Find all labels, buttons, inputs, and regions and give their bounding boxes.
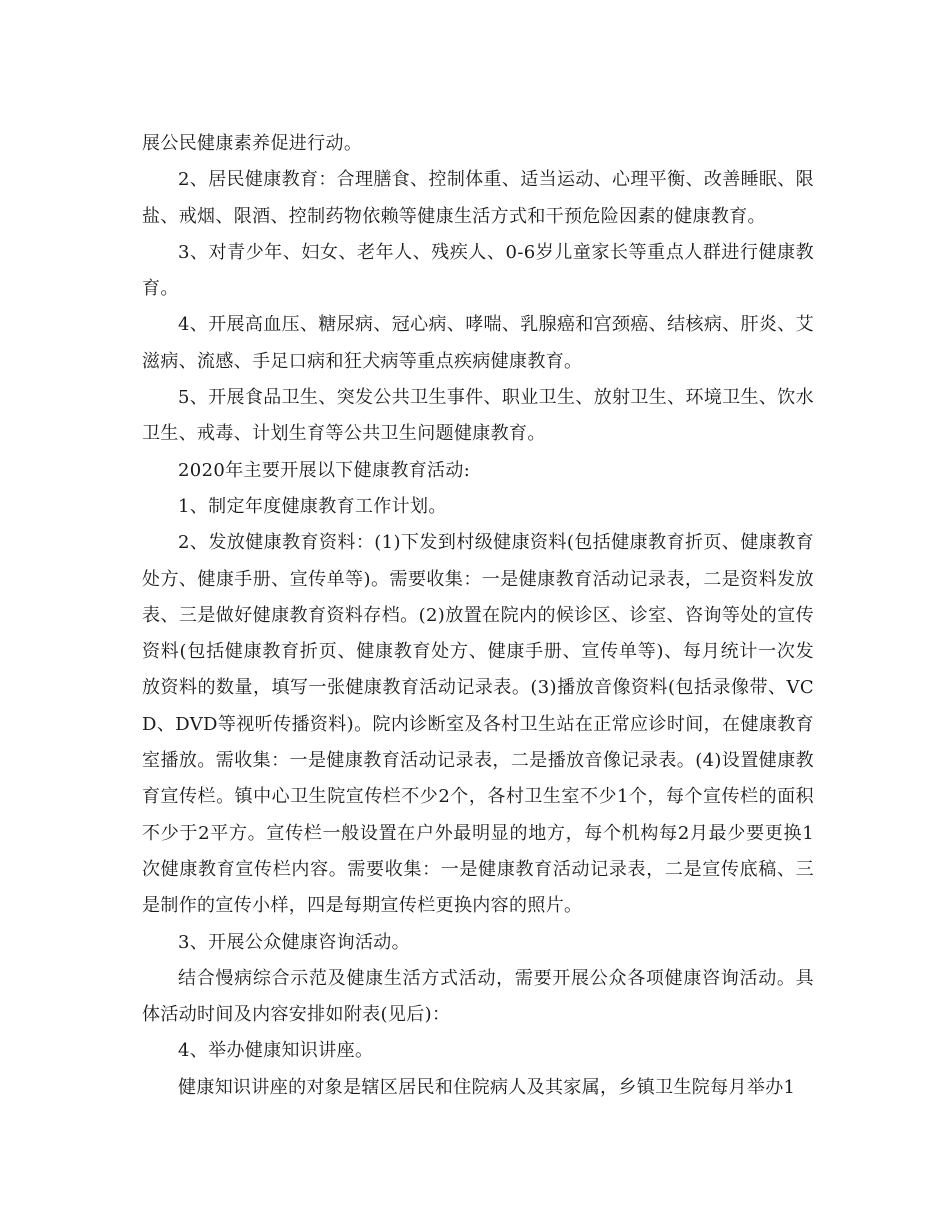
paragraph-consultation: 3、开展公众健康咨询活动。 bbox=[178, 931, 411, 953]
paragraph-resident-education: 2、居民健康教育：合理膳食、控制体重、适当运动、心理平衡、改善睡眠、限盐、戒烟、限酒、控制药物依赖等健康生活方式和干预危险因素的健康教育。 bbox=[142, 169, 814, 227]
paragraph-2020-activities: 2020年主要开展以下健康教育活动: bbox=[178, 459, 471, 481]
paragraph-distribute-materials: 2、发放健康教育资料：(1)下发到村级健康资料(包括健康教育折页、健康教育处方、健康手册、宣传单等)。需要收集：一是健康教育活动记录表，二是资料发放表、三是做好健康教育资料存档。(2)放置在院内的候诊区、诊室、咨询等处的宣传资料(包括健康教育折页、健康教育处方、健康手册、宣传单等)、每月统计一次发放资料的数量，填写一张健康教育活动记录表。(3)播放音像资料(包括录像带、VCD、DVD等视听传播资料)。院内诊断室及各村卫生站在正常应诊时间，在健康教育室播放。需收集：一是健康教育活动记录表，二是播放音像记录表。(4)设置健康教育宣传栏。镇中心卫生院宣传栏不少2个，各村卫生室不少1个，每个宣传栏的面积不少于2平方。宣传栏一般设置在户外最明显的地方，每个机构每2月最少要更换1次健康教育宣传栏内容。需要收集：一是健康教育活动记录表，二是宣传底稿、三是制作的宣传小样，四是每期宣传栏更换内容的照片。 bbox=[142, 532, 814, 917]
paragraph-key-groups: 3、对青少年、妇女、老年人、残疾人、0-6岁儿童家长等重点人群进行健康教育。 bbox=[142, 241, 814, 300]
paragraph-lectures: 4、举办健康知识讲座。 bbox=[178, 1040, 374, 1062]
document-page bbox=[142, 126, 814, 1106]
paragraph-annual-plan: 1、制定年度健康教育工作计划。 bbox=[178, 495, 447, 517]
paragraph-consultation-detail: 结合慢病综合示范及健康生活方式活动，需要开展公众各项健康咨询活动。具体活动时间及内容安排如附表(见后)： bbox=[142, 967, 814, 1026]
paragraph-key-diseases: 4、开展高血压、糖尿病、冠心病、哮喘、乳腺癌和宫颈癌、结核病、肝炎、艾滋病、流感、手足口病和狂犬病等重点疾病健康教育。 bbox=[142, 314, 814, 372]
paragraph-public-health: 5、开展食品卫生、突发公共卫生事件、职业卫生、放射卫生、环境卫生、饮水卫生、戒毒、计划生育等公共卫生问题健康教育。 bbox=[142, 387, 814, 445]
paragraph-intro-continuation: 展公民健康素养促进行动。 bbox=[142, 133, 363, 154]
paragraph-lectures-detail: 健康知识讲座的对象是辖区居民和住院病人及其家属，乡镇卫生院每月举办1 bbox=[178, 1076, 796, 1098]
